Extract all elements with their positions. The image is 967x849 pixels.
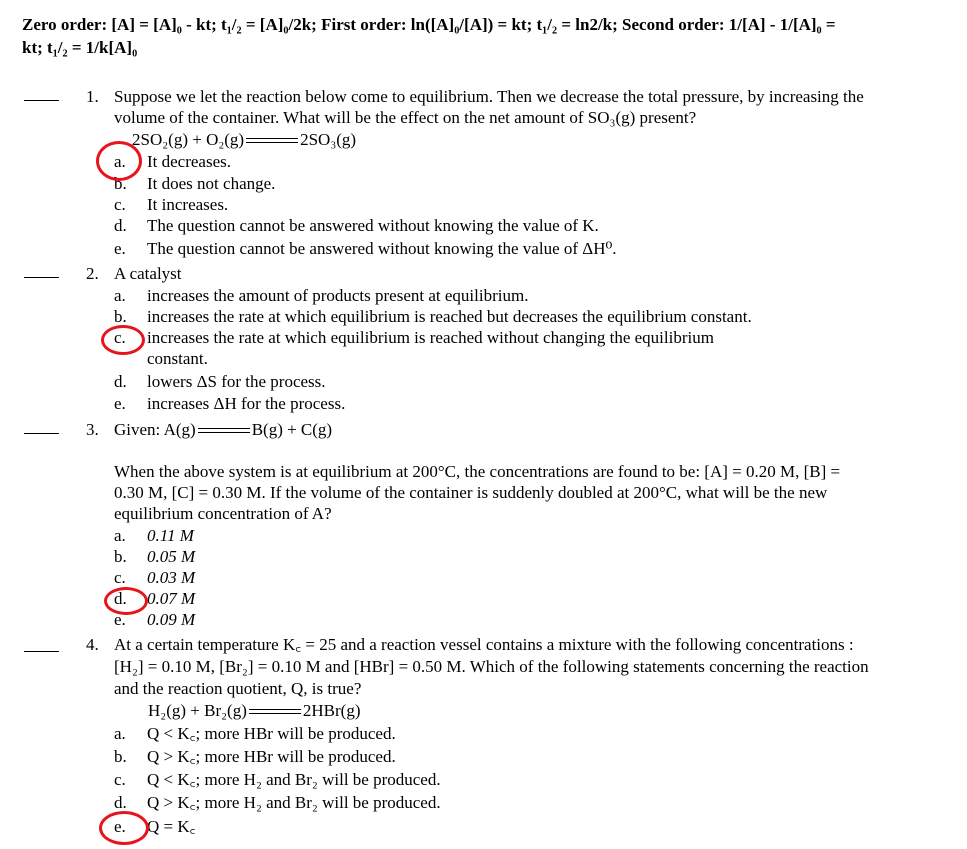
choice-letter[interactable]: a. [114,526,126,545]
reaction-equation [148,700,360,721]
choice-letter[interactable]: c. [114,568,126,587]
choice-text: Q = K꜀ [147,817,196,836]
choice-letter[interactable]: c. [114,328,126,347]
choice-text: lowers ΔS for the process. [147,372,326,391]
question-number: 4. [86,635,99,654]
answer-blank-1[interactable] [24,100,59,101]
equilibrium-arrow-icon [246,136,298,146]
choice-text: 0.05 M [147,547,196,566]
choice-letter[interactable]: c. [114,770,126,789]
choice-letter[interactable]: d. [114,589,127,608]
given-reaction [114,419,332,440]
choice-letter[interactable]: e. [114,394,126,413]
question-stem: A catalyst [114,264,182,283]
reaction-equation [132,129,356,150]
choice-text: Q > K꜀; more H₂ and Br₂ will be produced. [147,793,441,812]
question-stem: 0.30 M, [C] = 0.30 M. If the volume of the container is suddenly doubled at 200°C, what will be the new [114,483,828,502]
choice-text: The question cannot be answered without knowing the value of ΔH⁰. [147,239,617,258]
choice-text: Q < K꜀; more HBr will be produced. [147,724,396,743]
reaction-products: B(g) + C(g) [251,420,333,439]
equilibrium-arrow-icon [249,707,301,717]
rate-law-header-line1: Zero order: [A] = [A]₀ - kt; t₁/₂ = [A]₀/2k; First order: ln([A]₀/[A]) = kt; t₁/₂ = ln2/k; Second order: 1/[A] - 1/[A]₀ = [22,15,836,34]
choice-letter[interactable]: b. [114,174,127,193]
answer-circle-mark [101,325,145,355]
choice-letter[interactable]: c. [114,195,126,214]
question-stem: equilibrium concentration of A? [114,504,332,523]
choice-text-continued: constant. [147,349,208,368]
question-number: 1. [86,87,99,106]
choice-text: 0.07 M [147,589,196,608]
answer-blank-3[interactable] [24,433,59,434]
choice-letter[interactable]: b. [114,547,127,566]
choice-text: increases the amount of products present at equilibrium. [147,286,529,305]
choice-text: It increases. [147,195,229,214]
reaction-reactants: H₂(g) + Br₂(g) [148,701,247,720]
question-stem: [H₂] = 0.10 M, [Br₂] = 0.10 M and [HBr] = 0.50 M. Which of the following statements concerning the reaction [114,657,869,676]
equilibrium-arrow-icon [198,426,250,436]
answer-circle-mark [99,811,149,845]
choice-text: The question cannot be answered without knowing the value of K. [147,216,599,235]
reaction-products: 2SO₃(g) [300,130,357,149]
choice-letter[interactable]: a. [114,152,126,171]
choice-letter[interactable]: a. [114,724,126,743]
choice-text: 0.09 M [147,610,196,629]
choice-letter[interactable]: d. [114,793,127,812]
choice-text: 0.03 M [147,568,196,587]
choice-letter[interactable]: e. [114,239,126,258]
choice-letter[interactable]: e. [114,817,126,836]
choice-letter[interactable]: b. [114,307,127,326]
choice-text: increases the rate at which equilibrium is reached without changing the equilibrium [147,328,714,347]
reaction-reactants: 2SO₂(g) + O₂(g) [132,130,245,149]
answer-circle-mark [96,141,142,181]
question-number: 3. [86,420,99,439]
choice-text: It decreases. [147,152,232,171]
question-stem: and the reaction quotient, Q, is true? [114,679,362,698]
choice-letter[interactable]: d. [114,372,127,391]
choice-text: increases ΔH for the process. [147,394,346,413]
choice-letter[interactable]: a. [114,286,126,305]
answer-blank-2[interactable] [24,277,59,278]
choice-text: Q > K꜀; more HBr will be produced. [147,747,396,766]
rate-law-header-line2: kt; t₁/₂ = 1/k[A]₀ [22,38,138,57]
choice-text: 0.11 M [147,526,194,545]
answer-blank-4[interactable] [24,651,59,652]
question-stem: Suppose we let the reaction below come to equilibrium. Then we decrease the total pressure, by increasing the [114,87,864,106]
reaction-products: 2HBr(g) [302,701,361,720]
choice-text: increases the rate at which equilibrium is reached but decreases the equilibrium constant. [147,307,752,326]
reaction-reactants: Given: A(g) [114,420,196,439]
choice-letter[interactable]: e. [114,610,126,629]
answer-circle-mark [104,587,148,615]
question-stem: volume of the container. What will be the effect on the net amount of SO₃(g) present? [114,108,697,127]
question-number: 2. [86,264,99,283]
choice-letter[interactable]: b. [114,747,127,766]
choice-text: Q < K꜀; more H₂ and Br₂ will be produced. [147,770,441,789]
question-stem: At a certain temperature K꜀ = 25 and a reaction vessel contains a mixture with the following concentrations : [114,635,854,654]
choice-text: It does not change. [147,174,276,193]
question-stem: When the above system is at equilibrium at 200°C, the concentrations are found to be: [A] = 0.20 M, [B] = [114,462,841,481]
choice-letter[interactable]: d. [114,216,127,235]
